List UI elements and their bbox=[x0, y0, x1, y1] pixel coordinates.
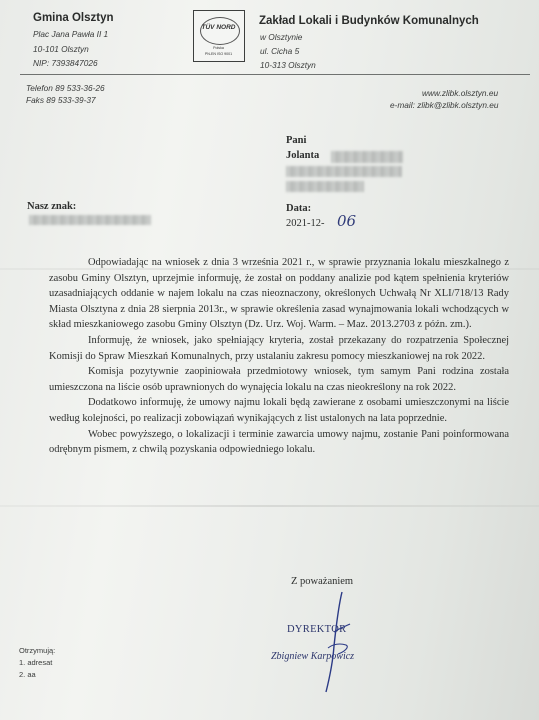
body-paragraph-1: Odpowiadając na wniosek z dnia 3 września 2021 r., w sprawie przyznania lokalu mieszkalnego z zasobu Gminy Olsztyn, uprzejmie informuję, że został on poddany analizie pod kątem spełnienia kryteriów uzasadniających oddanie w najem lokalu na czas nieoznaczony, określonych Uchwałą Nr XLI/718/13 Rady Miasta Olsztyna z dnia 28 sierpnia 2013r., w sprawie określenia zasad wynajmowania lokali wchodzących w skład mieszkaniowego zasobu Gminy Olsztyn (Dz. Urz. Woj. Warm. – Maz. 2013.2703 z późn. zm.). bbox=[49, 257, 509, 331]
body-paragraph-2: Informuję, że wniosek, jako spełniający kryteria, został przekazany do rozpatrzenia Społecznej Komisji do Spraw Mieszkań Komunalnych, przy ustalaniu zakresu pomocy mieszkaniowej na rok 2022. bbox=[49, 334, 509, 362]
date-value: 2021-12- bbox=[286, 218, 325, 229]
letterhead-left-nip: NIP: 7393847026 bbox=[33, 58, 98, 68]
logo-sub1: Polska bbox=[213, 46, 224, 50]
letterhead-left-address1: Plac Jana Pawła II 1 bbox=[33, 29, 109, 39]
letterhead-fax: Faks 89 533-39-37 bbox=[26, 95, 96, 105]
letterhead-www: www.zlibk.olsztyn.eu bbox=[422, 88, 499, 98]
handwritten-signature bbox=[300, 588, 370, 698]
signatory-title: DYREKTOR bbox=[287, 624, 347, 635]
body-paragraph-3: Komisja pozytywnie zaopiniowała przedmiotowy wniosek, tym samym Pani rodzina została umieszczona na liście osób uprawnionych do wynajęcia lokalu na czas nieokreślony na rok 2022. bbox=[49, 366, 509, 393]
logo-oval-icon bbox=[200, 17, 240, 45]
logo-sub2: PN-EN ISO 9001 bbox=[204, 52, 233, 56]
redacted-reference-number bbox=[29, 215, 151, 225]
reference-label: Nasz znak: bbox=[27, 201, 77, 212]
letterhead-phone: Telefon 89 533-36-26 bbox=[26, 83, 105, 93]
distribution-item: 2. aa bbox=[19, 670, 36, 679]
date-label: Data: bbox=[286, 203, 312, 214]
letterhead-right-postcode: 10-313 Olsztyn bbox=[260, 60, 316, 70]
letterhead-divider bbox=[20, 74, 530, 75]
distribution-item: 1. adresat bbox=[19, 658, 53, 667]
paper-fold bbox=[0, 505, 539, 507]
closing: Z poważaniem bbox=[291, 576, 354, 587]
certification-logo bbox=[193, 10, 245, 62]
letterhead-email: e-mail: zlibk@zlibk.olsztyn.eu bbox=[390, 100, 499, 110]
redacted-surname bbox=[331, 151, 403, 163]
signatory-name: Zbigniew Karpowicz bbox=[271, 651, 355, 662]
letterhead-right-title: Zakład Lokali i Budynków Komunalnych bbox=[259, 15, 479, 27]
handwritten-day: 06 bbox=[337, 212, 357, 230]
logo-brand: TÜV NORD bbox=[201, 24, 236, 31]
recipient-salutation: Pani bbox=[286, 135, 307, 146]
redacted-address-line2 bbox=[286, 181, 364, 192]
letterhead-left-title: Gmina Olsztyn bbox=[33, 12, 114, 24]
body-paragraph-4: Dodatkowo informuję, że umowy najmu lokali będą zawierane z osobami umieszczonymi na liście według kolejności, po realizacji zobowiązań wynikających z list ustalonych na lata poprzednie. bbox=[49, 397, 509, 424]
body-paragraph-5: Wobec powyższego, o lokalizacji i terminie zawarcia umowy najmu, zostanie Pani poinformowana odrębnym pismem, z chwilą pozyskania odpowiedniego lokalu. bbox=[49, 428, 509, 456]
letterhead-right-street: ul. Cicha 5 bbox=[260, 46, 300, 56]
redacted-address-line1 bbox=[286, 166, 402, 177]
distribution-label: Otrzymują: bbox=[19, 646, 56, 655]
recipient-first-name: Jolanta bbox=[286, 150, 320, 161]
letterhead-left-address2: 10-101 Olsztyn bbox=[33, 44, 89, 54]
letter-body bbox=[49, 255, 509, 458]
letterhead-right-city: w Olsztynie bbox=[260, 32, 303, 42]
